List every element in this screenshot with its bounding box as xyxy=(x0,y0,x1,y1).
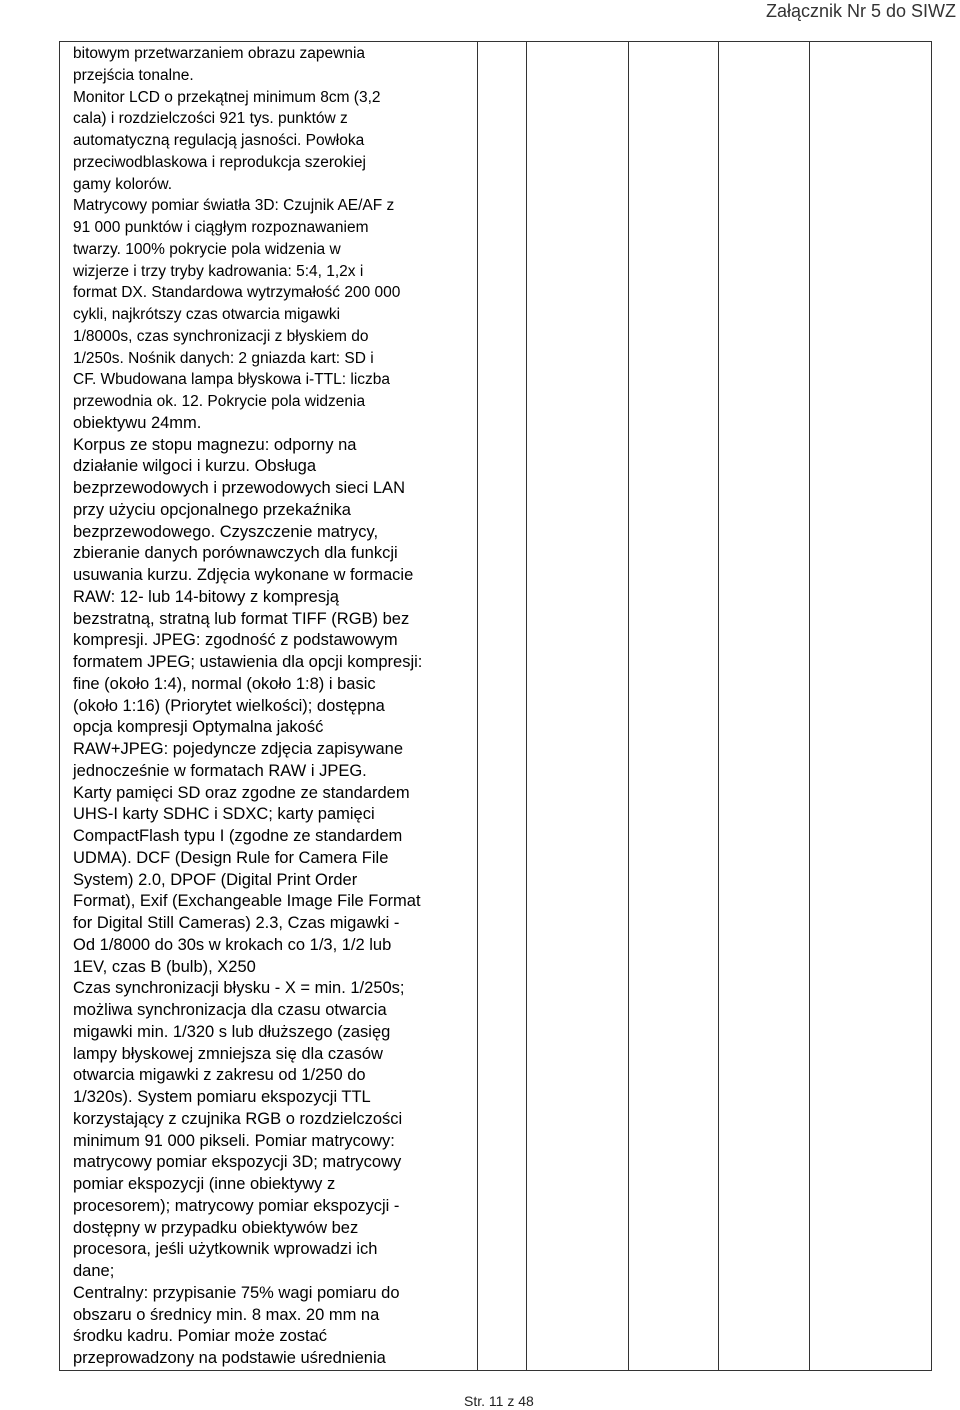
description-line: matrycowy pomiar ekspozycji 3D; matrycowy xyxy=(73,1153,402,1172)
description-line: automatyczną regulacją jasności. Powłoka xyxy=(73,132,365,149)
description-line: UDMA). DCF (Design Rule for Camera File xyxy=(73,848,389,867)
description-line: Matrycowy pomiar światła 3D: Czujnik AE/AF z xyxy=(73,197,395,215)
description-line: obszaru o średnicy min. 8 max. 20 mm na xyxy=(73,1305,380,1324)
description-line: kompresji. JPEG: zgodność z podstawowym xyxy=(73,631,398,650)
description-line: fine (około 1:4), normal (około 1:8) i basic xyxy=(73,674,376,693)
description-line: System) 2.0, DPOF (Digital Print Order xyxy=(73,870,358,889)
description-line: 1/320s). System pomiaru ekspozycji TTL xyxy=(73,1088,371,1106)
description-line: migawki min. 1/320 s lub dłuższego (zasięg xyxy=(73,1022,391,1041)
description-line: przeprowadzony na podstawie uśrednienia xyxy=(73,1349,386,1367)
specification-description-cell xyxy=(73,43,483,1370)
description-line: lampy błyskowej zmniejsza się dla czasów xyxy=(73,1044,383,1063)
description-line: bezprzewodowego. Czyszczenie matrycy, xyxy=(73,522,379,541)
description-line: opcja kompresji Optymalna jakość xyxy=(73,718,324,737)
description-line: pomiar ekspozycji (inne obiektywy z xyxy=(73,1175,336,1193)
description-line: otwarcia migawki z zakresu od 1/250 do xyxy=(73,1066,366,1085)
description-line: twarzy. 100% pokrycie pola widzenia w xyxy=(73,240,341,258)
description-line: przejścia tonalne. xyxy=(73,66,194,84)
table-column-divider xyxy=(526,41,527,1371)
description-line: RAW: 12- lub 14-bitowy z kompresją xyxy=(73,587,339,606)
description-line: bitowym przetwarzaniem obrazu zapewnia xyxy=(73,45,366,62)
description-line: minimum 91 000 pikseli. Pomiar matrycowy: xyxy=(73,1131,395,1150)
description-line: zbieranie danych porównawczych dla funkcji xyxy=(73,544,398,563)
description-line: RAW+JPEG: pojedyncze zdjęcia zapisywane xyxy=(73,740,403,758)
description-line: 91 000 punktów i ciągłym rozpoznawaniem xyxy=(73,219,369,236)
description-line: procesorem); matrycowy pomiar ekspozycji - xyxy=(73,1196,400,1215)
description-line: Format), Exif (Exchangeable Image File Format xyxy=(73,892,421,911)
description-line: działanie wilgoci i kurzu. Obsługa xyxy=(73,457,317,476)
description-line: UHS-I karty SDHC i SDXC; karty pamięci xyxy=(73,805,375,824)
description-line: Centralny: przypisanie 75% wagi pomiaru do xyxy=(73,1283,400,1302)
description-line: środku kadru. Pomiar może zostać xyxy=(73,1327,328,1346)
description-line: cala) i rozdzielczości 921 tys. punktów z xyxy=(73,110,348,128)
description-line: możliwa synchronizacja dla czasu otwarcia xyxy=(73,1001,387,1019)
description-line: Karty pamięci SD oraz zgodne ze standardem xyxy=(73,783,410,802)
description-line: 1/250s. Nośnik danych: 2 gniazda kart: SD i xyxy=(73,349,374,367)
description-line: bezstratną, stratną lub format TIFF (RGB) bez xyxy=(73,609,410,628)
description-line: procesora, jeśli użytkownik wprowadzi ich xyxy=(73,1240,378,1259)
description-line: przeciwodblaskowa i reprodukcja szerokiej xyxy=(73,153,366,171)
description-line: cykli, najkrótszy czas otwarcia migawki xyxy=(73,306,341,323)
description-line: bezprzewodowych i przewodowych sieci LAN xyxy=(73,479,405,497)
page-number: Str. 11 z 48 xyxy=(464,1393,534,1409)
description-line: jednocześnie w formatach RAW i JPEG. xyxy=(73,761,367,780)
description-line: CF. Wbudowana lampa błyskowa i-TTL: liczba xyxy=(73,371,391,389)
description-line: format DX. Standardowa wytrzymałość 200 000 xyxy=(73,284,401,302)
description-line: (około 1:16) (Priorytet wielkości); dostępna xyxy=(73,696,385,715)
description-line: formatem JPEG; ustawienia dla opcji kompresji: xyxy=(73,653,423,671)
description-line: dostępny w przypadku obiektywów bez xyxy=(73,1218,359,1237)
description-line: Czas synchronizacji błysku - X = min. 1/250s; xyxy=(73,979,405,998)
description-line: Monitor LCD o przekątnej minimum 8cm (3,2 xyxy=(73,88,381,106)
table-column-divider xyxy=(718,41,719,1371)
description-line: Od 1/8000 do 30s w krokach co 1/3, 1/2 lub xyxy=(73,935,392,954)
description-line: przewodnia ok. 12. Pokrycie pola widzenia xyxy=(73,393,366,410)
description-line: wizjerze i trzy tryby kadrowania: 5:4, 1,2x i xyxy=(73,262,364,280)
description-line: korzystający z czujnika RGB o rozdzielczości xyxy=(73,1109,403,1128)
description-line: gamy kolorów. xyxy=(73,175,173,193)
description-line: obiektywu 24mm. xyxy=(73,413,202,432)
description-line: 1EV, czas B (bulb), X250 xyxy=(73,957,256,976)
annex-header: Załącznik Nr 5 do SIWZ xyxy=(765,1,956,21)
description-line: Korpus ze stopu magnezu: odporny na xyxy=(73,435,357,454)
description-line: przy użyciu opcjonalnego przekaźnika xyxy=(73,500,351,519)
description-line: for Digital Still Cameras) 2.3, Czas migawki - xyxy=(73,914,400,932)
table-column-divider xyxy=(628,41,629,1371)
description-line: dane; xyxy=(73,1262,115,1280)
description-line: CompactFlash typu I (zgodne ze standardem xyxy=(73,827,403,845)
table-column-divider xyxy=(809,41,810,1371)
description-line: 1/8000s, czas synchronizacji z błyskiem do xyxy=(73,327,369,345)
description-line: usuwania kurzu. Zdjęcia wykonane w formacie xyxy=(73,566,414,584)
